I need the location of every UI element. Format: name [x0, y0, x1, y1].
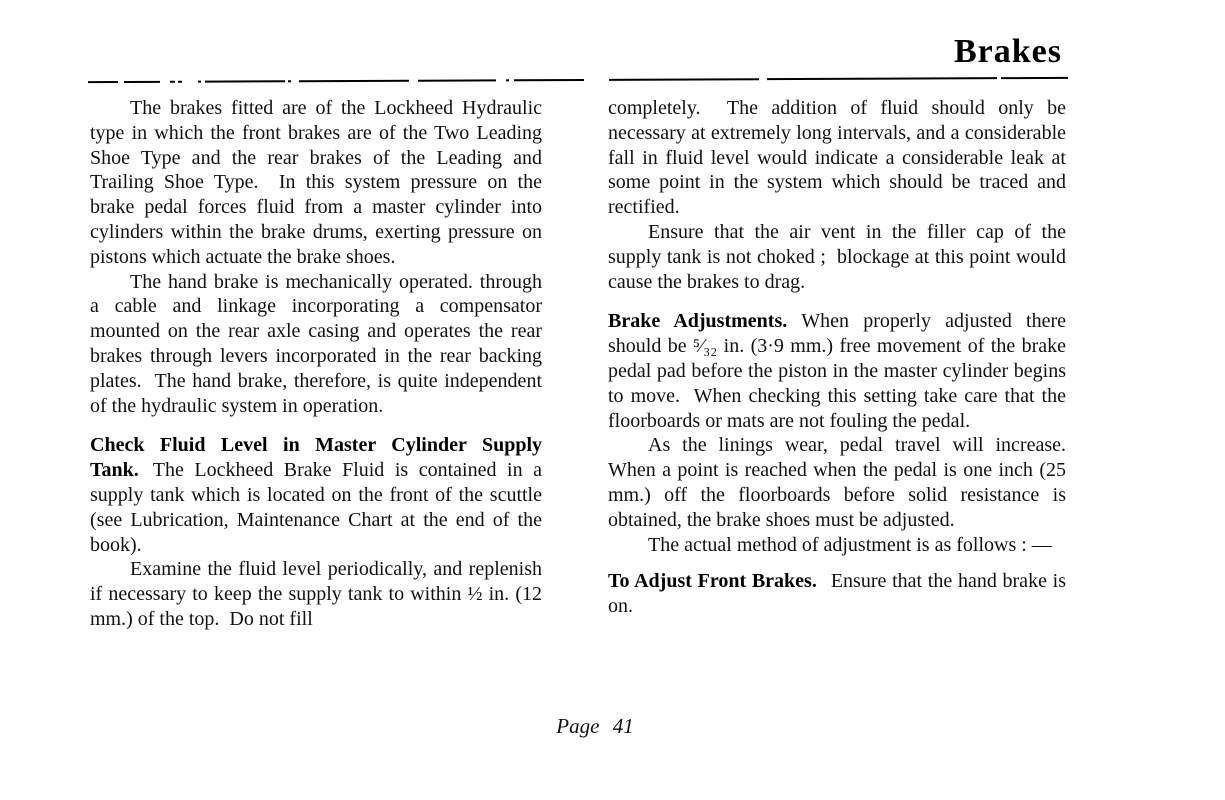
- paragraph-text: Ensure that the hand brake is on.: [608, 570, 1071, 618]
- paragraph-text: The hand brake is mechanically operated. through a cable and linkage incorporating a compensator mounted on the rear axle casing and operates the rear brakes through levers incorporated in the rear backing plates. The hand brake, therefore, is quite independent of the hydraulic system in operation.: [90, 270, 547, 417]
- paragraph-text: As the linings wear, pedal travel will increase. When a point is reached when the pedal is one inch (25 mm.) off the floorboards before solid resistance is obtained, the brake shoes must be adjusted.: [608, 434, 1076, 531]
- paragraph-hand-brake: [90, 270, 547, 419]
- paragraph-text: The actual method of adjustment is as follows : —: [648, 533, 1052, 556]
- left-column: [90, 96, 547, 632]
- paragraph-text: Examine the fluid level periodically, and replenish if necessary to keep the supply tank to within ½ in. (12 mm.) of the top. Do not fill: [90, 558, 547, 630]
- section-check-fluid-level: [90, 433, 547, 557]
- section-heading: To Adjust Front Brakes.: [608, 570, 817, 593]
- page-number: Page 41: [556, 714, 634, 738]
- right-column: [608, 96, 1076, 619]
- paragraph-completely: [608, 96, 1071, 220]
- section-heading: Brake Adjustments.: [608, 310, 788, 333]
- paragraph-text: The Lockheed Brake Fluid is contained in a supply tank which is located on the front of the scuttle (see Lubrication, Maintenance Chart at the end of the book).: [90, 459, 547, 556]
- section-heading: Check Fluid Level in Master Cylinder Supply Tank.: [90, 434, 547, 482]
- paragraph-examine-fluid: [90, 557, 547, 631]
- section-adjust-front-brakes: [608, 569, 1071, 619]
- paragraph-air-vent: [608, 220, 1071, 294]
- paragraph-brakes-fitted: [90, 96, 547, 270]
- paragraph-linings-wear: [608, 433, 1076, 532]
- page-title: Brakes: [954, 33, 1062, 70]
- paragraph-text: Ensure that the air vent in the filler cap of the supply tank is not choked ; blockage at this point would cause the brakes to drag.: [608, 220, 1071, 293]
- paragraph-text: completely. The addition of fluid should only be necessary at extremely long intervals, and a considerable fall in fluid level would indicate a considerable leak at some point in the system which should be traced and rectified.: [608, 97, 1071, 219]
- section-brake-adjustments: [608, 309, 1071, 433]
- paragraph-text: The brakes fitted are of the Lockheed Hydraulic type in which the front brakes are of the Two Leading Shoe Type and the rear brakes of the Leading and Trailing Shoe Type. In this system pressure on the brake pedal forces fluid from a master cylinder into cylinders within the brake drums, exerting pressure on pistons which actuate the brake shoes.: [90, 97, 547, 268]
- header-rule: [88, 76, 1068, 83]
- paragraph-text: When properly adjusted there should be ⁵⁄₃₂ in. (3·9 mm.) free movement of the brake pedal pad before the piston in the master cylinder begins to move. When checking this setting take care that the floorboards or mats are not fouling the pedal.: [608, 310, 1071, 432]
- paragraph-actual-method: [608, 533, 1066, 558]
